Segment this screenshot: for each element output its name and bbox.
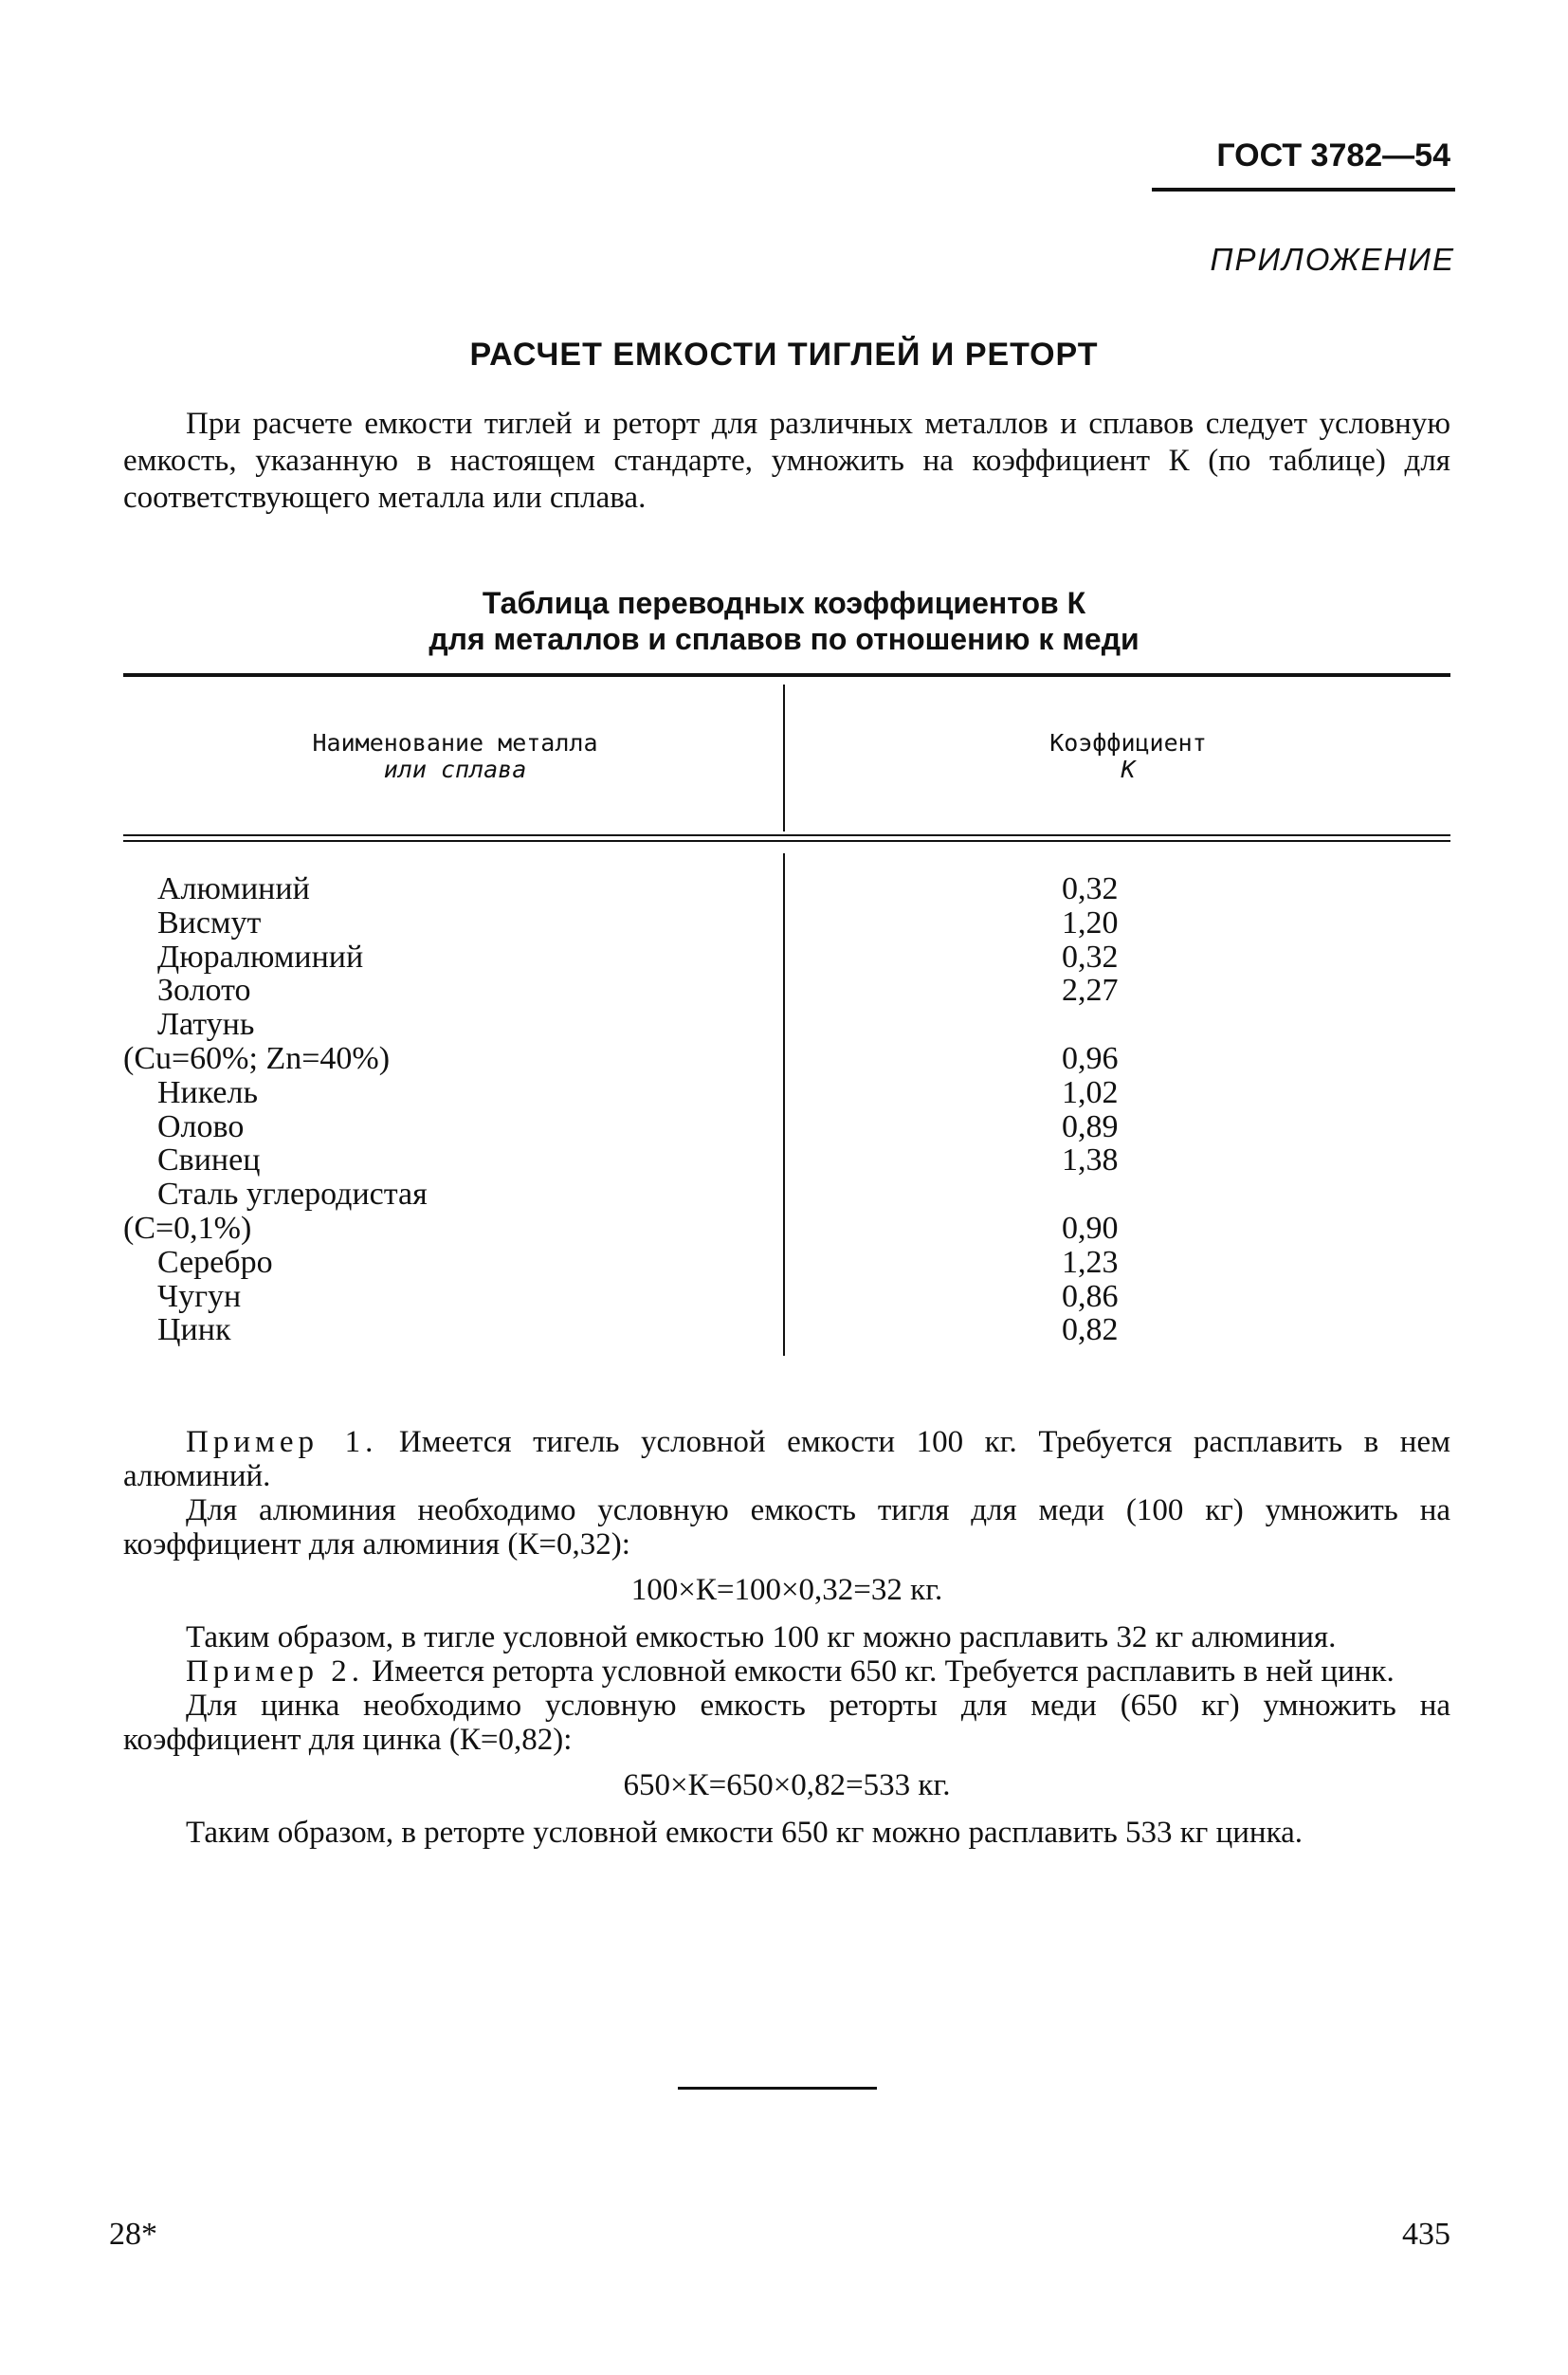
table-row-name: Свинец bbox=[157, 1142, 261, 1178]
table-row-value: 0,90 bbox=[1062, 1210, 1119, 1246]
table-row-value bbox=[1062, 1008, 1157, 1042]
table-row-name: Олово bbox=[157, 1108, 245, 1144]
example-1-text: Имеется тигель условной емкости 100 кг. Требуется расплавить в нем алюминий. bbox=[123, 1425, 1450, 1493]
table-row-name: Золото bbox=[157, 973, 251, 1009]
col-header-name-line1: Наименование металла bbox=[312, 729, 598, 757]
table-row-name: Сталь углеродистая bbox=[157, 1177, 428, 1213]
table-row-name: Цинк bbox=[157, 1312, 231, 1348]
table-values-column bbox=[1062, 872, 1157, 1347]
section-title: РАСЧЕТ ЕМКОСТИ ТИГЛЕЙ И РЕТОРТ bbox=[469, 337, 1099, 373]
table-row-name: Висмут bbox=[157, 904, 262, 941]
example-2-formula: 650×К=650×0,82=533 кг. bbox=[623, 1768, 951, 1802]
intro-text: При расчете емкости тиглей и реторт для различных металлов и сплавов следует условную емкость, указанную в настоящем стандарте, умножить на коэффициент К (по таблице) для соответствующего металла или сплава. bbox=[123, 407, 1450, 515]
intro-paragraph bbox=[123, 406, 1450, 517]
table-row-value: 0,32 bbox=[1062, 939, 1119, 975]
col-header-name-line2: или сплава bbox=[383, 756, 527, 783]
example-1-method: Для алюминия необходимо условную емкость тигля для меди (100 кг) умножить на коэффициент для алюминия (К=0,32): bbox=[123, 1493, 1450, 1562]
col-header-name bbox=[218, 730, 692, 783]
table-caption-line2: для металлов и сплавов по отношению к меди bbox=[428, 622, 1140, 656]
table-caption bbox=[0, 585, 1568, 657]
table-body-divider bbox=[783, 853, 785, 1356]
col-header-coefficient-line1: Коэффициент bbox=[1049, 729, 1207, 757]
table-row-value: 1,38 bbox=[1062, 1142, 1119, 1178]
table-row-value: 0,82 bbox=[1062, 1312, 1119, 1348]
table-header-divider bbox=[783, 685, 785, 831]
table-row-name: Никель bbox=[157, 1074, 258, 1110]
table-row-value: 1,20 bbox=[1062, 904, 1119, 941]
example-2-text: Имеется реторта условной емкости 650 кг. Требуется расплавить в ней цинк. bbox=[372, 1654, 1395, 1689]
table-row-value: 0,89 bbox=[1062, 1108, 1119, 1144]
table-row-value: 0,32 bbox=[1062, 871, 1119, 906]
table-header-rule-2 bbox=[123, 840, 1450, 842]
example-1-formula: 100×К=100×0,32=32 кг. bbox=[630, 1573, 943, 1607]
table-row-value: 1,23 bbox=[1062, 1244, 1119, 1280]
table-row-name: Дюралюминий bbox=[157, 939, 364, 975]
table-names-column bbox=[123, 872, 768, 1347]
table-row-name: Серебро bbox=[157, 1244, 273, 1280]
standard-code: ГОСТ 3782—54 bbox=[1216, 137, 1450, 174]
examples-section bbox=[123, 1425, 1450, 1850]
end-rule bbox=[678, 2087, 877, 2090]
page-number: 435 bbox=[1402, 2217, 1450, 2252]
col-header-coefficient-line2: К bbox=[1121, 756, 1136, 783]
col-header-coefficient bbox=[948, 730, 1308, 783]
table-row-name: (С=0,1%) bbox=[123, 1210, 252, 1246]
table-row-name: Алюминий bbox=[157, 871, 310, 906]
table-row-value: 1,02 bbox=[1062, 1074, 1119, 1110]
table-caption-line1: Таблица переводных коэффициентов К bbox=[482, 586, 1086, 620]
example-1-result: Таким образом, в тигле условной емкостью 100 кг можно расплавить 32 кг алюминия. bbox=[186, 1620, 1337, 1654]
table-row-name: Латунь bbox=[157, 1007, 255, 1043]
table-header-rule-1 bbox=[123, 834, 1450, 836]
example-2-label: Пример 2. bbox=[186, 1654, 365, 1689]
appendix-label: ПРИЛОЖЕНИЕ bbox=[1210, 242, 1455, 277]
signature-mark: 28* bbox=[109, 2217, 157, 2252]
table-row-value: 0,96 bbox=[1062, 1040, 1119, 1076]
table-row-value bbox=[1062, 1178, 1157, 1212]
example-2-method: Для цинка необходимо условную емкость реторты для меди (650 кг) умножить на коэффициент для цинка (К=0,82): bbox=[123, 1689, 1450, 1757]
table-row-value: 0,86 bbox=[1062, 1278, 1119, 1314]
header-rule bbox=[1152, 188, 1455, 192]
table-row-name: (Cu=60%; Zn=40%) bbox=[123, 1040, 391, 1076]
example-2 bbox=[123, 1654, 1450, 1689]
example-2-result: Таким образом, в реторте условной емкости 650 кг можно расплавить 533 кг цинка. bbox=[186, 1816, 1303, 1850]
table-row-value: 2,27 bbox=[1062, 973, 1119, 1009]
example-1 bbox=[123, 1425, 1450, 1493]
example-1-label: Пример 1. bbox=[186, 1425, 378, 1459]
table-top-rule bbox=[123, 673, 1450, 677]
table-row-name: Чугун bbox=[157, 1278, 242, 1314]
